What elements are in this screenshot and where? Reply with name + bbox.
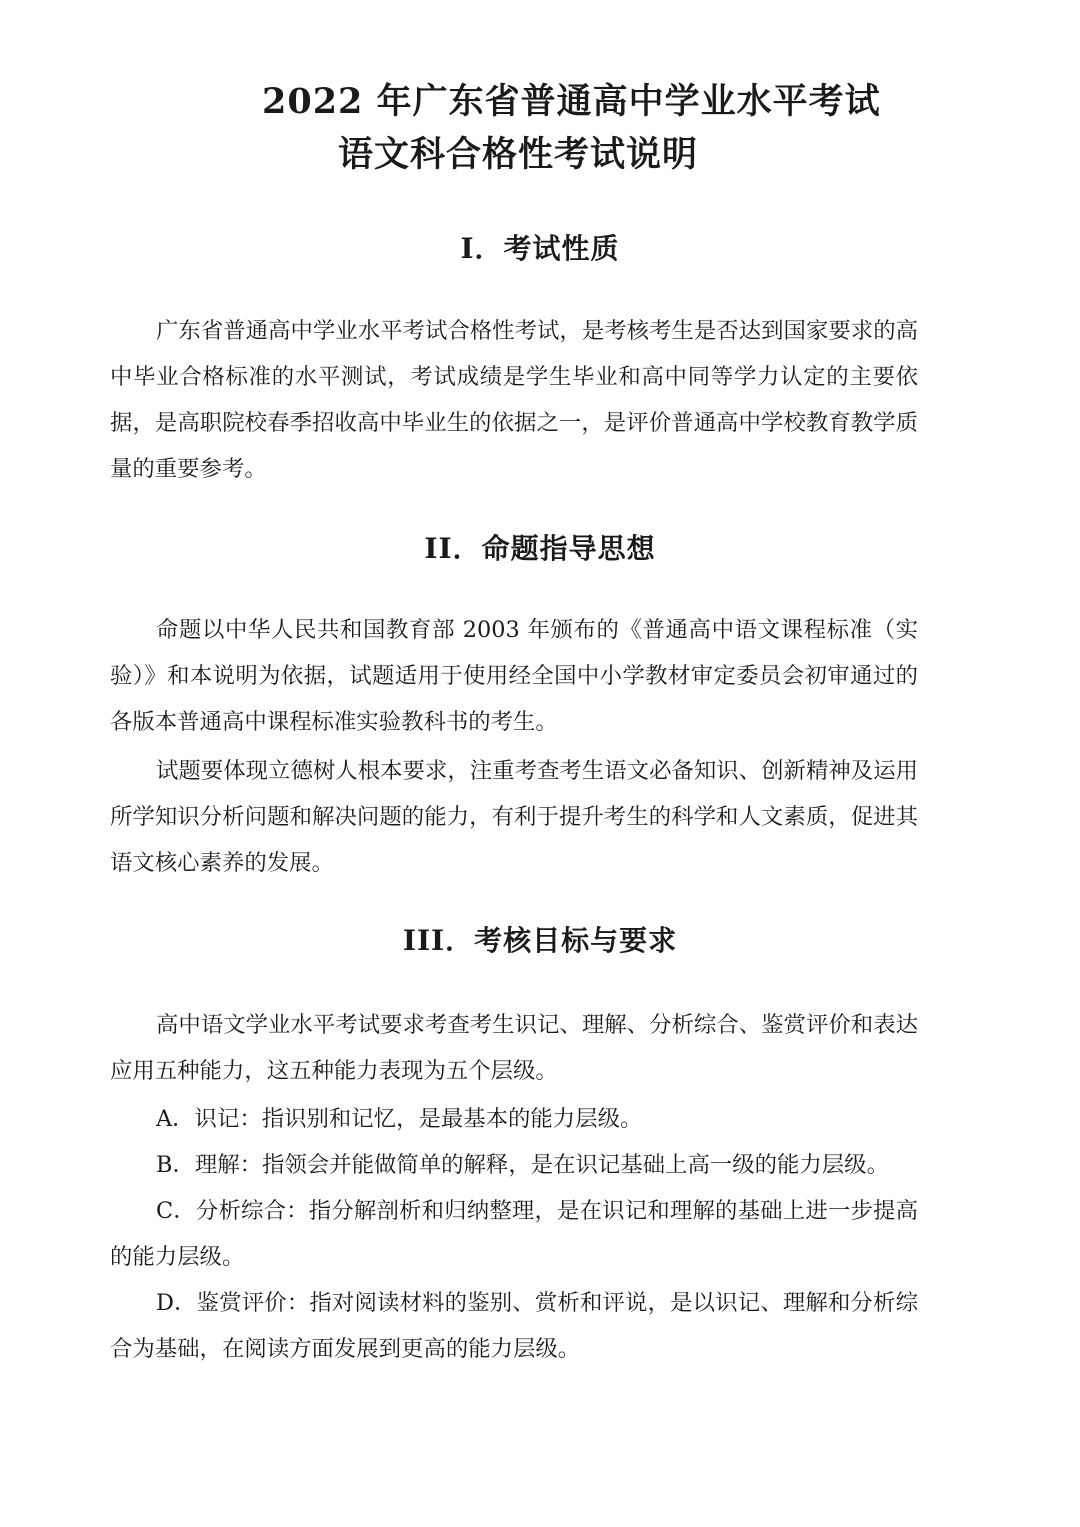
list-item-level-b: B．理解：指领会并能做简单的解释，是在识记基础上高一级的能力层级。: [156, 1152, 889, 1178]
paragraph-exam-nature: 广东省普通高中学业水平考试合格性考试，是考核考生是否达到国家要求的高中毕业合格标准的水平测试，考试成绩是学生毕业和高中同等学力认定的主要依据，是高职院校春季招收高中毕业生的依据之一，是评价普通高中学校教育教学质量的重要参考。: [110, 318, 918, 482]
section-heading-guiding-principles: II．命题指导思想: [424, 532, 656, 565]
document-title-line-2: 语文科合格性考试说明: [338, 134, 699, 175]
section-heading-assessment-goals: III．考核目标与要求: [402, 924, 678, 957]
paragraph-abilities-intro: 高中语文学业水平考试要求考查考生识记、理解、分析综合、鉴赏评价和表达应用五种能力，这五种能力表现为五个层级。: [110, 1012, 918, 1084]
paragraph-guiding-basis: 命题以中华人民共和国教育部 2003 年颁布的《普通高中语文课程标准（实验）》和本说明为依据，试题适用于使用经全国中小学教材审定委员会初审通过的各版本普通高中课程标准实验教科书的考生。: [110, 617, 918, 735]
list-item-level-c: C．分析综合：指分解剖析和归纳整理，是在识记和理解的基础上进一步提高的能力层级。: [110, 1198, 918, 1270]
list-item-level-a: A．识记：指识别和记忆，是最基本的能力层级。: [156, 1106, 643, 1132]
list-item-level-d: D．鉴赏评价：指对阅读材料的鉴别、赏析和评说，是以识记、理解和分析综合为基础，在阅读方面发展到更高的能力层级。: [110, 1290, 918, 1362]
document-title-line-1: 2022 年广东省普通高中学业水平考试: [262, 81, 881, 122]
paragraph-guiding-requirements: 试题要体现立德树人根本要求，注重考查考生语文必备知识、创新精神及运用所学知识分析问题和解决问题的能力，有利于提升考生的科学和人文素质，促进其语文核心素养的发展。: [110, 758, 918, 876]
section-heading-exam-nature: I．考试性质: [460, 232, 620, 265]
